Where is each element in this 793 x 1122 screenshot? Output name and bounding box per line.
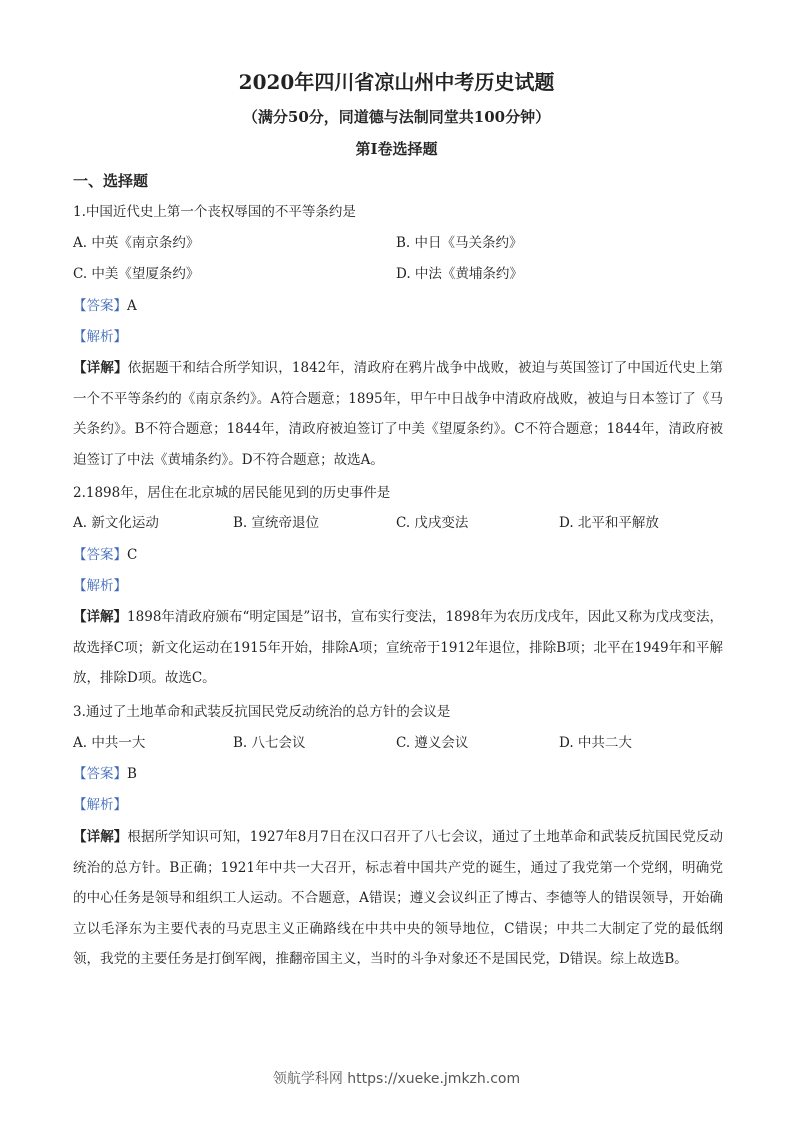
option-b: B. 宣统帝退位 xyxy=(233,515,320,531)
question-2-stem: 2.1898年，居住在北京城的居民能见到的历史事件是 xyxy=(73,485,391,501)
option-c: C. 戊戌变法 xyxy=(396,515,469,531)
option-d: D. 中共二大 xyxy=(559,735,632,751)
volume-title: 第Ⅰ卷选择题 xyxy=(355,140,438,158)
question-3-analysis xyxy=(73,790,127,820)
option-c: C. 遵义会议 xyxy=(396,735,469,751)
analysis-label: 【解析】 xyxy=(73,578,127,594)
detail-text: 依据题干和结合所学知识，1842年，清政府在鸦片战争中战败，被迫与英国签订了中国近代史上第一个不平等条约的《南京条约》。A符合题意；1895年，甲午中日战争中清政府战败，被迫与日本签订了《马关条约》。B不符合题意；1844年，清政府被迫签订了中美《望厦条约》。C不符合题意；1844年，清政府被迫签订了中法《黄埔条约》。D不符合题意；故选A。 xyxy=(73,360,724,468)
question-1-analysis xyxy=(73,322,127,352)
answer-label: 【答案】 xyxy=(73,298,127,314)
answer-value: C xyxy=(127,547,138,563)
analysis-label: 【解析】 xyxy=(73,797,127,813)
page-title: 2020年四川省凉山州中考历史试题 xyxy=(238,70,555,94)
question-3-answer xyxy=(73,759,137,789)
option-d: D. 中法《黄埔条约》 xyxy=(396,266,523,282)
option-d: D. 北平和平解放 xyxy=(559,515,659,531)
question-3-stem: 3.通过了土地革命和武装反抗国民党反动统治的总方针的会议是 xyxy=(73,704,451,720)
section-title: 一、选择题 xyxy=(73,172,149,190)
detail-text: 根据所学知识可知，1927年8月7日在汉口召开了八七会议，通过了土地革命和武装反抗国民党反动统治的总方针。B正确；1921年中共一大召开，标志着中国共产党的诞生，通过了我党第一个党纲，明确党的中心任务是领导和组织工人运动。不合题意，A错误；遵义会议纠正了博古、李德等人的错误领导，开始确立以毛泽东为主要代表的马克思主义正确路线在中共中央的领导地位，C错误；中共二大制定了党的最低纲领，我党的主要任务是打倒军阀，推翻帝国主义，当时的斗争对象还不是国民党，D错误。综上故选B。 xyxy=(73,829,723,967)
question-1-detail xyxy=(73,353,723,475)
option-a: A. 新文化运动 xyxy=(73,515,159,531)
question-1-stem: 1.中国近代史上第一个丧权辱国的不平等条约是 xyxy=(73,204,356,220)
answer-label: 【答案】 xyxy=(73,766,127,782)
detail-label: 【详解】 xyxy=(73,360,128,376)
question-3-options xyxy=(73,728,723,758)
footer-link[interactable]: 领航学科网 https://xueke.jmkzh.com xyxy=(272,1071,521,1087)
analysis-label: 【解析】 xyxy=(73,329,127,345)
answer-value: A xyxy=(127,298,137,314)
question-2-analysis xyxy=(73,571,127,601)
option-b: B. 八七会议 xyxy=(233,735,306,751)
detail-text: 1898年清政府颁布“明定国是”诏书，宣布实行变法，1898年为农历戊戌年，因此又称为戊戌变法，故选择C项；新文化运动在1915年开始，排除A项；宣统帝于1912年退位，排除B项；北平在1949年和平解放，排除D项。故选C。 xyxy=(73,609,724,686)
question-2-answer xyxy=(73,540,137,570)
answer-label: 【答案】 xyxy=(73,547,127,563)
question-1-answer xyxy=(73,291,137,321)
detail-label: 【详解】 xyxy=(73,609,128,625)
page-subtitle: （满分50分，同道德与法制同堂共100分钟） xyxy=(242,108,551,126)
answer-value: B xyxy=(127,766,137,782)
detail-label: 【详解】 xyxy=(73,829,128,845)
option-c: C. 中美《望厦条约》 xyxy=(73,266,200,282)
question-2-detail xyxy=(73,602,723,694)
question-2-options xyxy=(73,508,723,538)
question-3-detail xyxy=(73,822,723,975)
option-a: A. 中英《南京条约》 xyxy=(73,235,200,251)
question-1-options-row2 xyxy=(73,259,723,289)
question-1-options xyxy=(73,228,723,258)
option-a: A. 中共一大 xyxy=(73,735,146,751)
option-b: B. 中日《马关条约》 xyxy=(396,235,523,251)
